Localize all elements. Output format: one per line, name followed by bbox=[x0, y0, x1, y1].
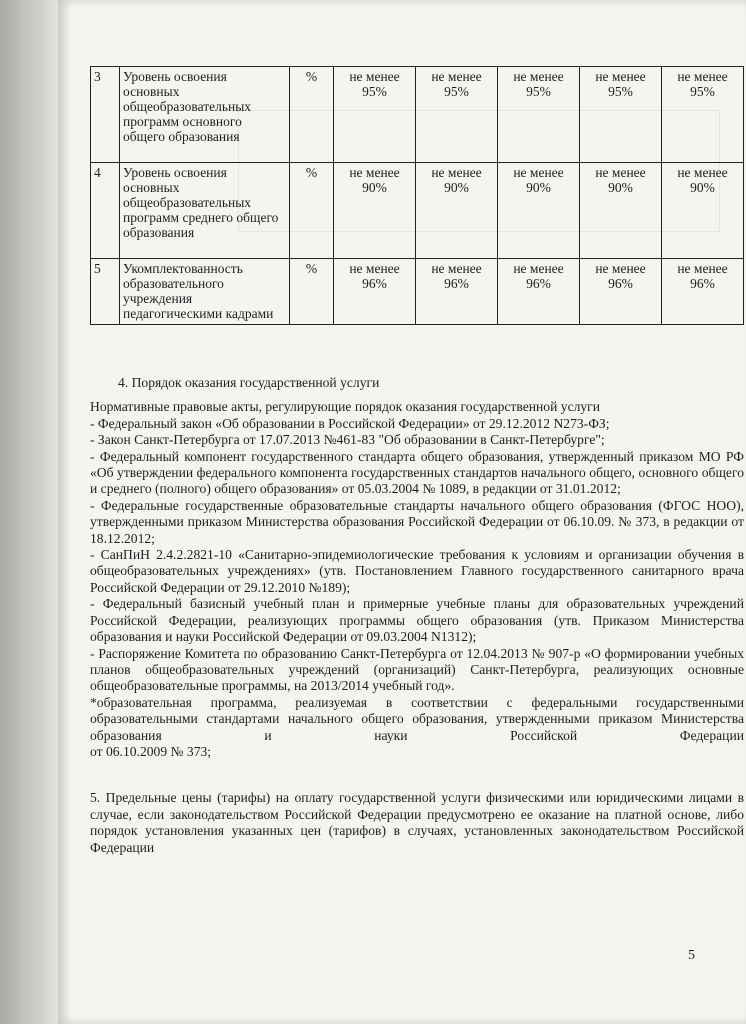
unit-cell: % bbox=[290, 163, 334, 259]
row-number-cell: 5 bbox=[91, 259, 120, 325]
indicator-name-cell: Укомплектованность образовательного учреждения педагогическими кадрами bbox=[120, 259, 290, 325]
value-cell: не менее 90% bbox=[580, 163, 662, 259]
row-number-cell: 3 bbox=[91, 67, 120, 163]
legal-act-item: - Федеральные государственные образовательные стандарты начального общего образования (ФГОС НОО), утвержденными приказом Министерства образования Российской Федерации от 06.10.09. № 373, в редакции от 18.12.2012; bbox=[90, 497, 744, 546]
footnote-end: от 06.10.2009 № 373; bbox=[90, 743, 212, 759]
section-5-paragraph: 5. Предельные цены (тарифы) на оплату государственной услуги физическими или юридическими лицами в случае, если законодательством Российской Федерации предусмотрено ее оказание на платной основе, либо порядок установления указанных цен (тарифов) в случаях, установленных законодательством Российской Федерации bbox=[90, 790, 744, 855]
legal-act-item: - Федеральный базисный учебный план и примерные учебные планы для образовательных учреждений Российской Федерации, реализующих программы общего образования (утв. Приказом Министерства образования и науки Российской Федерации от 09.03.2004 N1312); bbox=[90, 596, 744, 645]
unit-cell: % bbox=[290, 67, 334, 163]
value-cell: не менее 95% bbox=[498, 67, 580, 163]
value-cell: не менее 95% bbox=[662, 67, 744, 163]
document-page bbox=[58, 0, 746, 1024]
legal-acts-list bbox=[90, 416, 744, 695]
value-cell: не менее 96% bbox=[580, 259, 662, 325]
section-4-heading: 4. Порядок оказания государственной услуги bbox=[118, 375, 380, 390]
value-cell: не менее 90% bbox=[498, 163, 580, 259]
value-cell: не менее 95% bbox=[334, 67, 416, 163]
unit-cell: % bbox=[290, 259, 334, 325]
indicator-name-cell: Уровень освоения основных общеобразовательных программ основного общего образования bbox=[120, 67, 290, 163]
adjacent-page-edge bbox=[0, 0, 58, 1024]
value-cell: не менее 96% bbox=[334, 259, 416, 325]
document-text bbox=[90, 375, 744, 856]
indicators-table bbox=[90, 66, 744, 325]
legal-act-item: - Федеральный компонент государственного стандарта общего образования, утвержденный приказом МО РФ «Об утверждении федерального компонента государственных стандартов начального общего, основного общего и среднего (полного) общего образования» от 05.03.2004 № 1089, в редакции от 31.01.2012; bbox=[90, 448, 744, 497]
value-cell: не менее 96% bbox=[498, 259, 580, 325]
value-cell: не менее 96% bbox=[416, 259, 498, 325]
legal-act-item: - Закон Санкт-Петербурга от 17.07.2013 №461-83 "Об образовании в Санкт-Петербурге"; bbox=[90, 432, 605, 448]
value-cell: не менее 90% bbox=[334, 163, 416, 259]
table-row bbox=[91, 163, 744, 259]
legal-act-item: - Распоряжение Комитета по образованию Санкт-Петербурга от 12.04.2013 № 907-р «О формировании учебных планов общеобразовательных учреждений (организаций) Санкт-Петербурга, реализующих основные общеобразовательные программы, на 2013/2014 учебный год». bbox=[90, 645, 744, 694]
value-cell: не менее 95% bbox=[416, 67, 498, 163]
table-row bbox=[91, 67, 744, 163]
value-cell: не менее 95% bbox=[580, 67, 662, 163]
value-cell: не менее 90% bbox=[416, 163, 498, 259]
footnote-paragraph: *образовательная программа, реализуемая в соответствии с федеральными государственными образовательными стандартами начального общего образования, утвержденными приказом Министерства образования и науки Российской Федерации bbox=[90, 694, 744, 743]
legal-act-item: - СанПиН 2.4.2.2821-10 «Санитарно-эпидемиологические требования к условиям и организации обучения в общеобразовательных учреждениях» (утв. Постановлением Главного государственного санитарного врача Российской Федерации от 29.12.2010 №189); bbox=[90, 547, 744, 595]
page-number: 5 bbox=[688, 948, 695, 963]
value-cell: не менее 90% bbox=[662, 163, 744, 259]
table-row bbox=[91, 259, 744, 325]
section-4-intro: Нормативные правовые акты, регулирующие порядок оказания государственной услуги bbox=[90, 399, 601, 415]
indicator-name-cell: Уровень освоения основных общеобразовательных программ среднего общего образования bbox=[120, 163, 290, 259]
legal-act-item: - Федеральный закон «Об образовании в Российской Федерации» от 29.12.2012 N273-ФЗ; bbox=[90, 415, 610, 431]
value-cell: не менее 96% bbox=[662, 259, 744, 325]
row-number-cell: 4 bbox=[91, 163, 120, 259]
